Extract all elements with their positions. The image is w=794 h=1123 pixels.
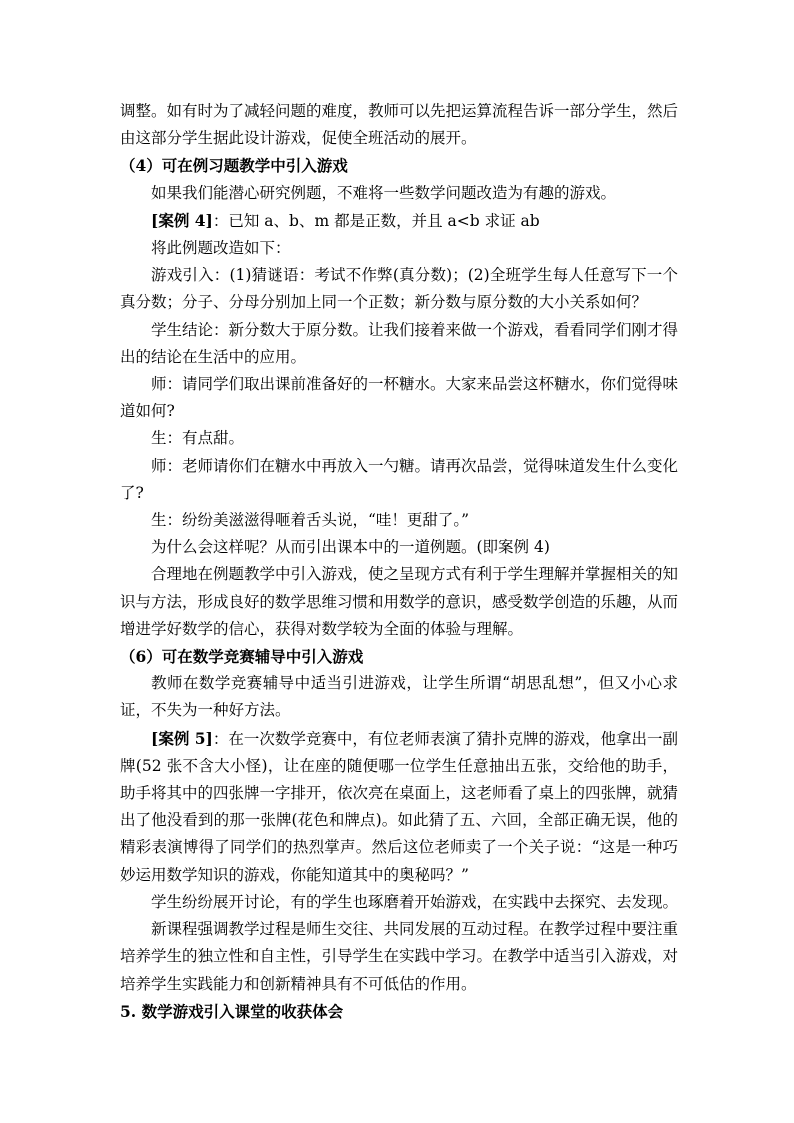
paragraph: 合理地在例题教学中引入游戏，使之呈现方式有利于学生理解并掌握相关的知识与方法，形成良好的数学思维习惯和用数学的意识，感受数学创造的乐趣，从而增进学好数学的信心，获得对数学较为全面的体验与理解。 <box>120 565 679 638</box>
paragraph: 生：有点甜。 <box>151 429 245 448</box>
case-label: [案例 4] <box>151 210 213 230</box>
case-text: ：在一次数学竞赛中，有位老师表演了猜扑克牌的游戏，他拿出一副牌(52 张不含大小怪)，让在座的随便哪一位学生任意抽出五张，交给他的助手，助手将其中的四张牌一字排开，依次亮在桌面上，这老师看了桌上的四张牌，就猜出了他没看到的那一张牌(花色和牌点)。如此猜了五、六回，全部正确无误，他的精彩表演博得了同学们的热烈掌声。然后这位老师卖了一个关子说：“这是一种巧妙运用数学知识的游戏，你能知道其中的奥秘吗？” <box>120 729 679 884</box>
paragraph: 如果我们能潜心研究例题，不难将一些数学问题改造为有趣的游戏。 <box>151 183 617 202</box>
paragraph: 师：老师请你们在糖水中再放入一勺糖。请再次品尝，觉得味道发生什么变化了? <box>120 456 679 502</box>
paragraph: 将此例题改造如下： <box>151 239 291 258</box>
section-heading: （6）可在数学竞赛辅导中引入游戏 <box>120 647 364 667</box>
paragraph: 学生结论：新分数大于原分数。让我们接着来做一个游戏，看看同学们刚才得出的结论在生活中的应用。 <box>120 320 679 366</box>
case-label: [案例 5] <box>151 728 213 748</box>
paragraph: 师：请同学们取出课前准备好的一杯糖水。大家来品尝这杯糖水，你们觉得味道如何? <box>120 375 679 421</box>
case-text: ：已知 a、b、m 都是正数，并且 a<b 求证 ab <box>212 211 540 230</box>
paragraph: 为什么会这样呢？从而引出课本中的一道例题。(即案例 4) <box>151 538 550 557</box>
paragraph: 新课程强调教学过程是师生交往、共同发展的互动过程。在教学过程中要注重培养学生的独立性和自主性，引导学生在实践中学习。在教学中适当引入游戏，对培养学生实践能力和创新精神具有不可低估的作用。 <box>120 920 679 993</box>
case-paragraph <box>120 207 678 235</box>
section-heading: （4）可在例习题教学中引入游戏 <box>120 156 348 176</box>
document-body <box>120 98 678 1025</box>
paragraph: 游戏引入：(1)猜谜语：考试不作弊(真分数)；(2)全班学生每人任意写下一个真分数；分子、分母分别加上同一个正数；新分数与原分数的大小关系如何？ <box>120 266 678 312</box>
paragraph: 调整。如有时为了减轻问题的难度，教师可以先把运算流程告诉一部分学生，然后由这部分学生据此设计游戏，促使全班活动的展开。 <box>120 102 679 148</box>
paragraph: 学生纷纷展开讨论，有的学生也琢磨着开始游戏，在实践中去探究、去发现。 <box>151 892 679 911</box>
case-paragraph <box>120 725 678 889</box>
paragraph: 教师在数学竞赛辅导中适当引进游戏，让学生所谓“胡思乱想”，但又小心求证，不失为一种好方法。 <box>120 674 678 720</box>
paragraph: 生：纷纷美滋滋得咂着舌头说，“哇！更甜了。” <box>151 511 470 530</box>
main-section-heading: 5. 数学游戏引入课堂的收获体会 <box>120 1001 344 1021</box>
